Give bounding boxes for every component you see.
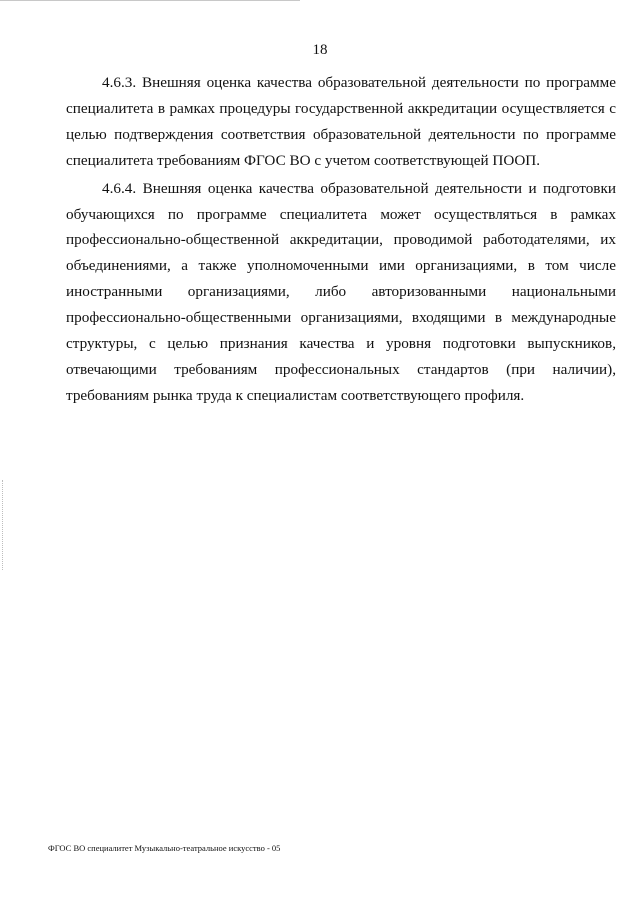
top-edge-line [0, 0, 300, 1]
paragraph-4-6-4: 4.6.4. Внешняя оценка качества образовательной деятельности и подготовки обучающихся по программе специалитета может осуществляться в рамках профессионально-общественной аккредитации, проводимой работодателями, их объединениями, а также уполномоченными ими организациями, в том числе иностранными организациями, либо авторизованными национальными профессионально-общественными организациями, входящими в международные структуры, с целью признания качества и уровня подготовки выпускников, отвечающими требованиям профессиональных стандартов (при наличии), требованиям рынка труда к специалистам соответствующего профиля. [66, 179, 616, 404]
scan-edge-marks [2, 480, 3, 570]
document-body [66, 70, 616, 411]
page-number: 18 [312, 42, 328, 58]
paragraph-4-6-3: 4.6.3. Внешняя оценка качества образовательной деятельности по программе специалитета в рамках процедуры государственной аккредитации осуществляется с целью подтверждения соответствия образовательной деятельности по программе специалитета требованиям ФГОС ВО с учетом соответствующей ПООП. [66, 74, 616, 169]
page-footer: ФГОС ВО специалитет Музыкально-театральное искусство - 05 [48, 843, 281, 853]
